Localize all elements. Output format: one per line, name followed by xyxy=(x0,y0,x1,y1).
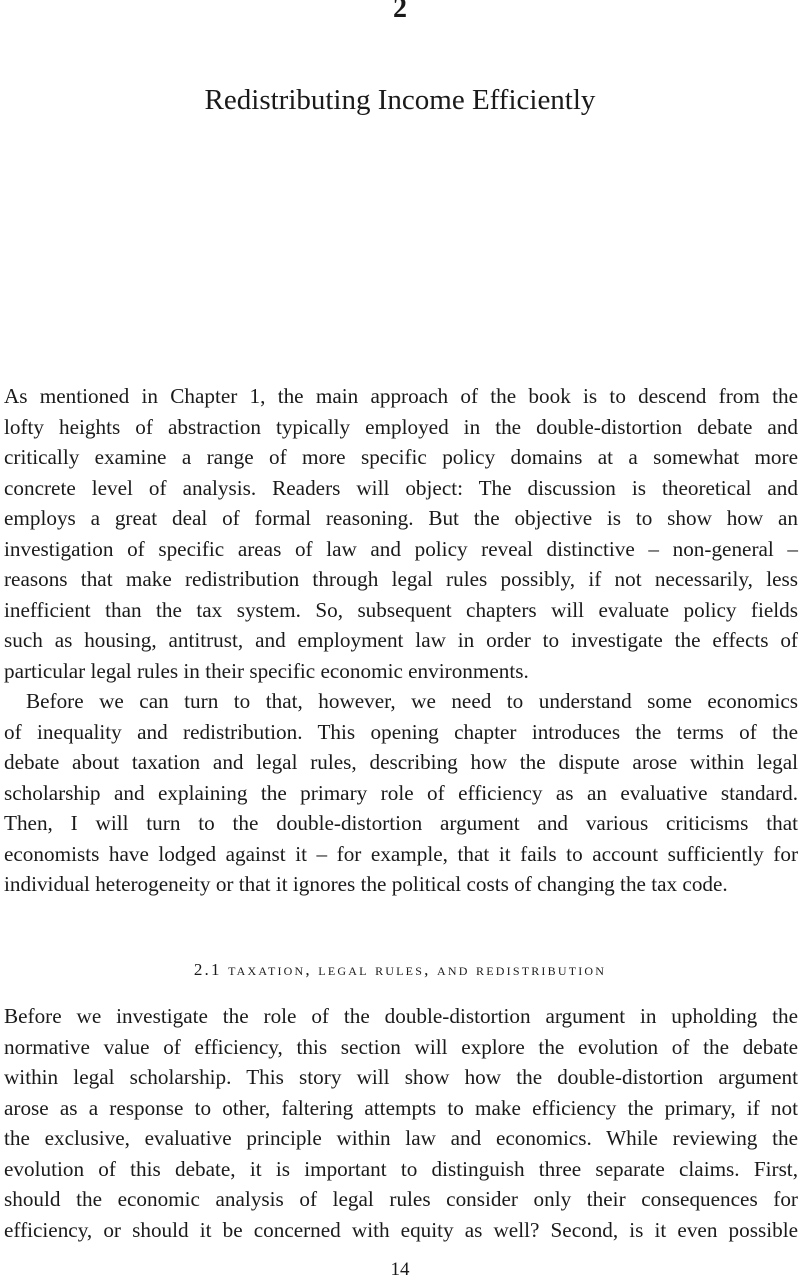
text-line: debate about taxation and legal rules, describing how the dispute arose within legal xyxy=(4,750,798,774)
text-line: concrete level of analysis. Readers will object: The discussion is theoretical and xyxy=(4,475,798,500)
text-line: individual heterogeneity or that it ignores the political costs of changing the tax code. xyxy=(4,872,728,896)
paragraph-section-body xyxy=(4,1001,798,1245)
text-line: As mentioned in Chapter 1, the main approach of the book is to descend from the xyxy=(4,384,798,408)
text-line: should the economic analysis of legal rules consider only their consequences for xyxy=(4,1187,798,1211)
text-line: normative value of efficiency, this section will explore the evolution of the debate xyxy=(4,1034,798,1059)
text-line: inefficient than the tax system. So, subsequent chapters will evaluate policy fields xyxy=(4,597,798,622)
text-line: particular legal rules in their specific economic environments. xyxy=(4,658,529,683)
section-heading: 2.1 taxation, legal rules, and redistribution xyxy=(193,960,607,979)
paragraph-economics xyxy=(4,686,798,900)
text-line: efficiency, or should it be concerned with equity as well? Second, is it even possible xyxy=(4,1217,798,1242)
text-line: reasons that make redistribution through legal rules possibly, if not necessarily, less xyxy=(4,567,798,591)
chapter-number: 2 xyxy=(393,0,407,24)
text-line: arose as a response to other, faltering attempts to make efficiency the primary, if not xyxy=(4,1095,798,1120)
text-line: evolution of this debate, it is important to distinguish three separate claims. First, xyxy=(4,1156,798,1181)
text-line: scholarship and explaining the primary role of efficiency as an evaluative standard. xyxy=(4,780,798,805)
text-line: Then, I will turn to the double-distortion argument and various criticisms that xyxy=(4,811,798,835)
text-line: economists have lodged against it – for example, that it fails to account sufficiently for xyxy=(4,841,798,866)
text-line: within legal scholarship. This story will show how the double-distortion argument xyxy=(4,1065,798,1089)
page-number: 14 xyxy=(390,1259,410,1280)
text-line: Before we can turn to that, however, we need to understand some economics xyxy=(26,689,798,713)
text-line: such as housing, antitrust, and employment law in order to investigate the effects of xyxy=(4,628,798,652)
chapter-title: Redistributing Income Efficiently xyxy=(204,84,596,116)
text-line: investigation of specific areas of law and policy reveal distinctive – non-general – xyxy=(4,536,798,561)
text-line: the exclusive, evaluative principle within law and economics. While reviewing the xyxy=(4,1126,798,1150)
text-line: of inequality and redistribution. This opening chapter introduces the terms of the xyxy=(4,719,798,744)
text-line: lofty heights of abstraction typically employed in the double-distortion debate and xyxy=(4,414,798,439)
text-line: critically examine a range of more specific policy domains at a somewhat more xyxy=(4,445,798,469)
text-line: employs a great deal of formal reasoning. But the objective is to show how an xyxy=(4,506,798,530)
text-line: Before we investigate the role of the double-distortion argument in upholding the xyxy=(4,1004,798,1028)
paragraph-intro xyxy=(4,381,798,686)
